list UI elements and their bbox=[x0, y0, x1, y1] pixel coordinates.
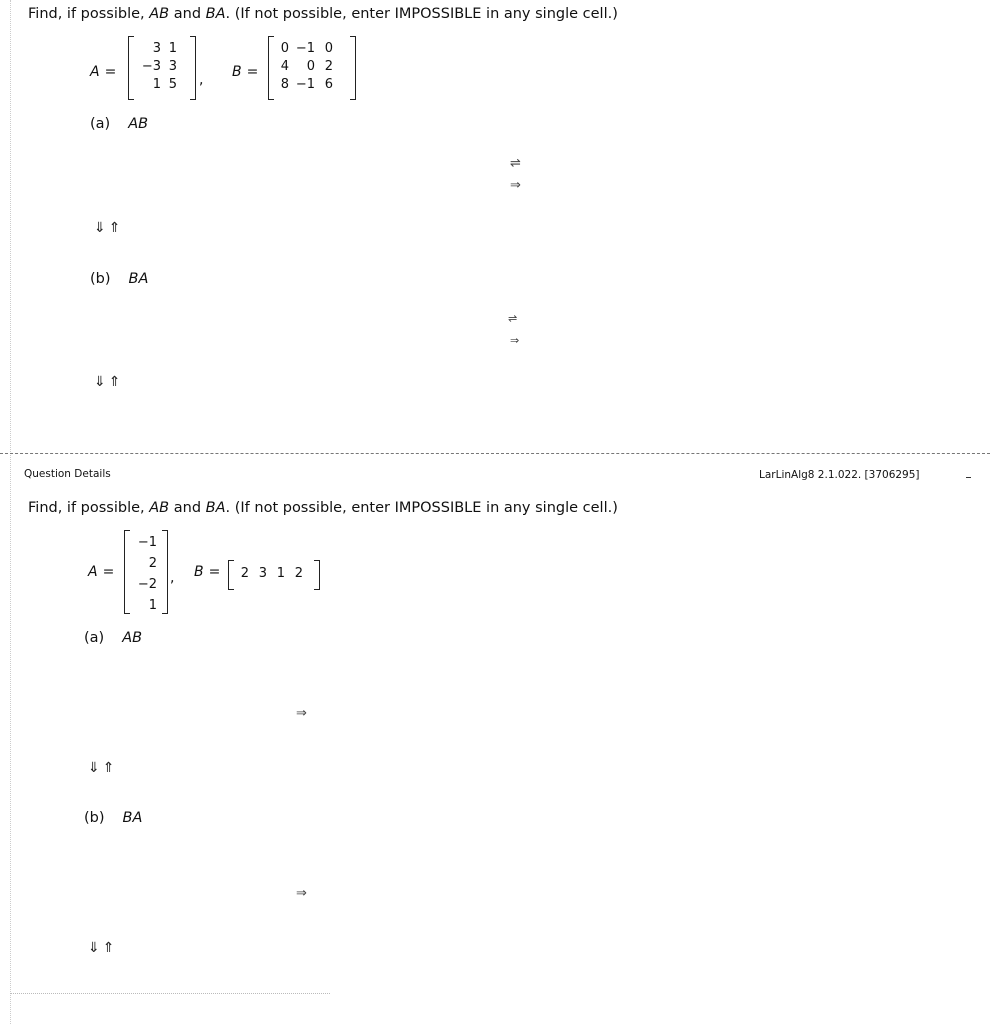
q2-b-row-arrows-icon[interactable]: ⇓⇑ bbox=[88, 940, 118, 956]
q2-a-row-arrows-icon[interactable]: ⇓⇑ bbox=[88, 760, 118, 776]
q2-label-a: A bbox=[88, 564, 98, 580]
q1-part-b-letter: (b) bbox=[90, 271, 111, 287]
q2-part-a-label bbox=[84, 630, 142, 646]
matrix-cell: −1 bbox=[295, 77, 315, 92]
right-bracket bbox=[190, 36, 196, 100]
q2-prompt-and: and bbox=[169, 500, 206, 516]
q1-b-row-arrows-icon[interactable]: ⇓⇑ bbox=[94, 374, 124, 390]
q1-prompt-ab: AB bbox=[149, 6, 170, 22]
right-bracket bbox=[350, 36, 356, 100]
q1-part-a-name: AB bbox=[128, 116, 149, 132]
q1-part-a-label bbox=[90, 116, 148, 132]
question-divider bbox=[0, 453, 990, 454]
q2-comma: , bbox=[170, 570, 175, 586]
q2-collapse-icon[interactable] bbox=[966, 477, 971, 478]
bottom-edge-line bbox=[10, 993, 330, 994]
matrix-cell: −1 bbox=[137, 535, 157, 550]
matrix-cell: 8 bbox=[280, 77, 289, 92]
matrix-cell: 5 bbox=[168, 77, 177, 92]
q2-part-a-name: AB bbox=[122, 630, 143, 646]
q1-prompt-text-end: . (If not possible, enter IMPOSSIBLE in any single cell.) bbox=[225, 6, 618, 22]
q1-part-a-letter: (a) bbox=[90, 116, 111, 132]
matrix-cell: 2 bbox=[240, 566, 249, 581]
matrix-cell: 1 bbox=[276, 566, 285, 581]
matrix-cell: −2 bbox=[137, 577, 157, 592]
matrix-cell: 0 bbox=[306, 59, 315, 74]
matrix-cell: 2 bbox=[148, 556, 157, 571]
q1-matrix-a bbox=[128, 36, 196, 100]
q1-matrix-b bbox=[268, 36, 356, 100]
q1-part-b-label bbox=[90, 271, 148, 287]
q1-a-row-arrows-icon[interactable]: ⇓⇑ bbox=[94, 220, 124, 236]
q2-part-b-letter: (b) bbox=[84, 810, 105, 826]
matrix-cell: −3 bbox=[141, 59, 161, 74]
q1-label-a: A bbox=[90, 64, 100, 80]
matrix-cell: 3 bbox=[168, 59, 177, 74]
q1-comma: , bbox=[199, 72, 204, 88]
matrix-cell: 4 bbox=[280, 59, 289, 74]
q2-matrix-a bbox=[124, 530, 168, 614]
q1-prompt-ba: BA bbox=[205, 6, 226, 22]
q2-equals-b: = bbox=[208, 564, 221, 580]
q2-part-b-label bbox=[84, 810, 142, 826]
q2-prompt-text-end: . (If not possible, enter IMPOSSIBLE in any single cell.) bbox=[225, 500, 618, 516]
matrix-cell: 6 bbox=[324, 77, 333, 92]
q1-equals-b: = bbox=[246, 64, 259, 80]
q2-matrix-b-label bbox=[194, 564, 220, 580]
matrix-cell: 3 bbox=[152, 41, 161, 56]
q1-prompt-text-start: Find, if possible, bbox=[28, 6, 150, 22]
matrix-cell: 1 bbox=[152, 77, 161, 92]
q1-part-b-name: BA bbox=[128, 271, 149, 287]
q1-matrix-b-label bbox=[232, 64, 258, 80]
q1-a-resize-rows-icon[interactable]: ⇒ bbox=[510, 178, 521, 193]
q1-label-b: B bbox=[232, 64, 242, 80]
matrix-cell: 0 bbox=[324, 41, 333, 56]
matrix-cell: −1 bbox=[295, 41, 315, 56]
q2-part-b-name: BA bbox=[122, 810, 143, 826]
q2-question-id: LarLinAlg8 2.1.022. [3706295] bbox=[759, 469, 920, 481]
q1-equals-a: = bbox=[104, 64, 117, 80]
q1-prompt bbox=[28, 6, 618, 22]
q2-matrix-b bbox=[228, 560, 320, 590]
q2-prompt-ab: AB bbox=[149, 500, 170, 516]
q2-prompt-text-start: Find, if possible, bbox=[28, 500, 150, 516]
q1-b-resize-rows-icon[interactable]: ⇒ bbox=[510, 334, 520, 347]
q1-matrix-a-label bbox=[90, 64, 116, 80]
matrix-cell: 1 bbox=[168, 41, 177, 56]
q1-b-resize-columns-icon[interactable]: ⇌ bbox=[508, 312, 518, 325]
matrix-cell: 1 bbox=[148, 598, 157, 613]
q1-a-resize-columns-icon[interactable]: ⇌ bbox=[510, 156, 521, 171]
q2-prompt bbox=[28, 500, 618, 516]
right-bracket bbox=[162, 530, 168, 614]
q2-label-b: B bbox=[194, 564, 204, 580]
q2-prompt-ba: BA bbox=[205, 500, 226, 516]
matrix-cell: 3 bbox=[258, 566, 267, 581]
q2-a-resize-icon[interactable]: ⇒ bbox=[296, 706, 307, 721]
q2-matrix-a-label bbox=[88, 564, 114, 580]
matrix-cell: 2 bbox=[324, 59, 333, 74]
left-bracket bbox=[128, 36, 134, 100]
q1-prompt-and: and bbox=[169, 6, 206, 22]
q2-part-a-letter: (a) bbox=[84, 630, 105, 646]
matrix-cell: 0 bbox=[280, 41, 289, 56]
q2-details-label[interactable]: Question Details bbox=[24, 468, 111, 480]
left-edge-line bbox=[10, 0, 11, 1024]
matrix-cell: 2 bbox=[294, 566, 303, 581]
right-bracket bbox=[314, 560, 320, 590]
q2-b-resize-icon[interactable]: ⇒ bbox=[296, 886, 307, 901]
q2-equals-a: = bbox=[102, 564, 115, 580]
